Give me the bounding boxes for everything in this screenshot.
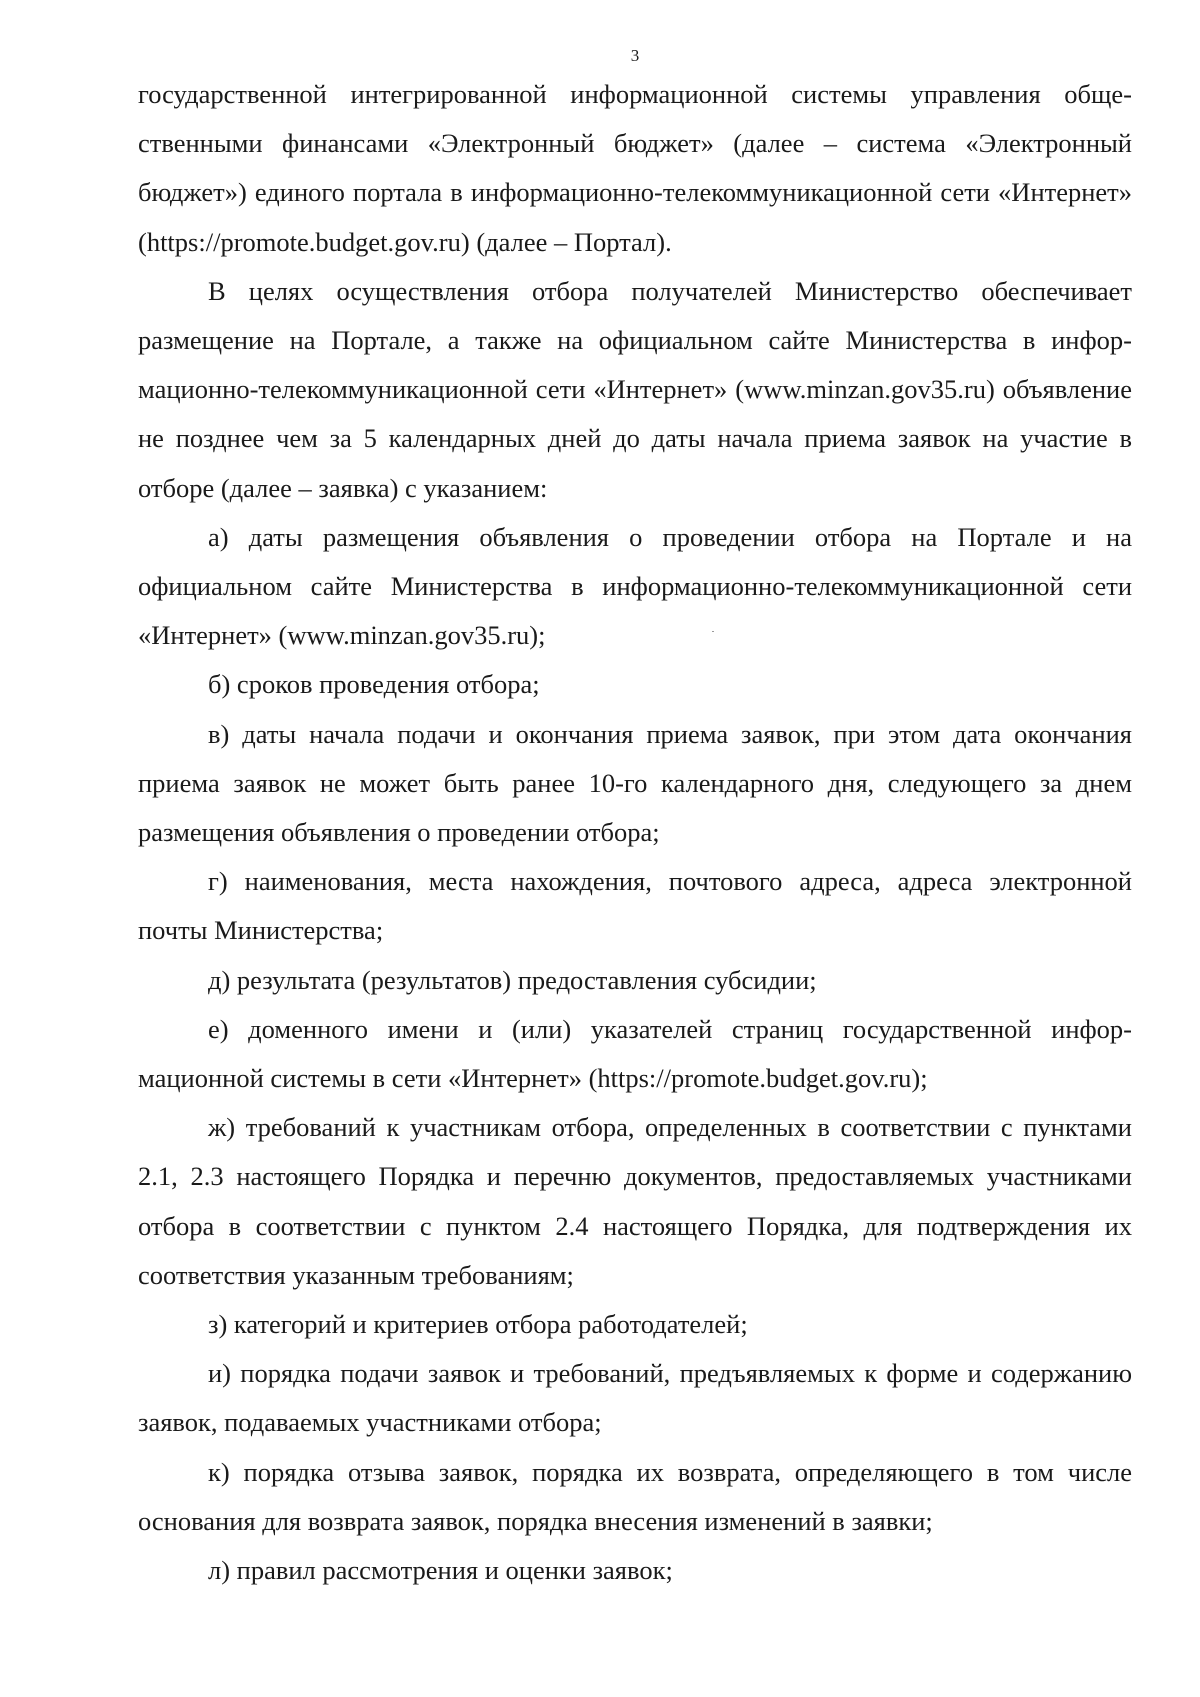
- list-item-z: з) категорий и критериев отбора работодателей;: [208, 1309, 748, 1340]
- list-item-zh: ж) требований к участникам отбора, определенных в соответствии с пунктами 2.1, 2.3 настоящего Порядка и перечню документов, предоставляемых участниками отбора в соответствии с пунктом 2.4 настоящего Порядка, для подтверждения их соответствия указанным требованиям;: [138, 1112, 1132, 1290]
- list-item-d: д) результата (результатов) предоставления субсидии;: [208, 964, 817, 995]
- list-item-l: л) правил рассмотрения и оценки заявок;: [208, 1555, 673, 1586]
- list-item-k: к) порядка отзыва заявок, порядка их возврата, определяющего в том числе основания для возврата заявок, порядка внесения изменений в заявки;: [138, 1456, 1132, 1536]
- paragraph-selection-announcement: В целях осуществления отбора получателей Министерство обеспечивает размещение на Портале, а также на официальном сайте Министерства в информационно-телекоммуникационной сети «Интернет» (www.minzan.gov35.ru) объявление не позднее чем за 5 календарных дней до даты начала приема заявок на участие в отборе (далее – заявка) с указанием:: [138, 275, 1132, 503]
- paragraph-continuation: государственной интегрированной информационной системы управления общественными финансами «Электронный бюджет» (далее – система «Электронный бюджет») единого портала в информационно-телекоммуникационной сети «Интернет» (https://promote.budget.gov.ru) (далее – Портал).: [138, 79, 1132, 257]
- list-item-v: в) даты начала подачи и окончания приема заявок, при этом дата окончания приема заявок не может быть ранее 10-го календарного дня, следующего за днем размещения объявления о проведении отбора;: [138, 718, 1132, 848]
- list-item-a: а) даты размещения объявления о проведении отбора на Портале и на официальном сайте Министерства в информационно-телекоммуникационной сети «Интернет» (www.minzan.gov35.ru);: [138, 521, 1132, 651]
- list-item-e: е) доменного имени и (или) указателей страниц государственной информационной системы в сети «Интернет» (https://promote.budget.gov.ru);: [138, 1013, 1132, 1094]
- scan-speck: [712, 631, 714, 632]
- list-item-i: и) порядка подачи заявок и требований, предъявляемых к форме и содержанию заявок, подаваемых участниками отбора;: [138, 1358, 1132, 1438]
- document-body: [138, 70, 1132, 1595]
- list-item-b: б) сроков проведения отбора;: [208, 669, 540, 700]
- list-item-g: г) наименования, места нахождения, почтового адреса, адреса электронной почты Министерства;: [138, 866, 1132, 946]
- page-number: 3: [630, 46, 640, 65]
